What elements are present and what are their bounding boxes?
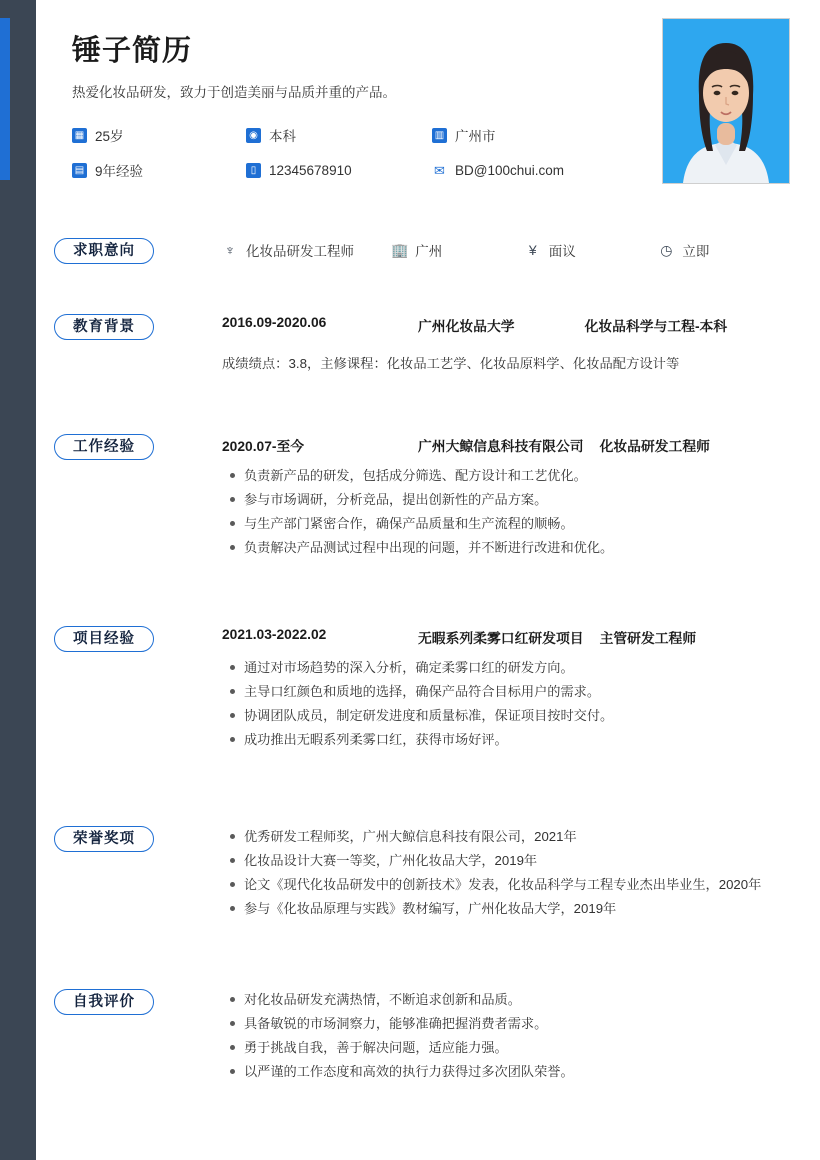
education-date: 2016.09-2020.06	[222, 315, 327, 330]
work-date: 2020.07-至今	[222, 439, 305, 454]
resume-header	[36, 0, 820, 192]
work-org: 广州大鲸信息科技有限公司	[418, 439, 584, 454]
info-experience-text: 9年经验	[95, 164, 144, 179]
info-item-degree	[246, 125, 432, 145]
info-item-phone	[246, 160, 432, 180]
list-item: 协调团队成员，制定研发进度和质量标准，保证项目按时交付。	[244, 705, 790, 726]
intent-salary-text: 面议	[548, 244, 576, 259]
tie-icon: ♆	[224, 242, 236, 258]
education-org: 广州化妆品大学	[418, 319, 515, 334]
intent-item-position	[222, 240, 391, 260]
list-item: 成功推出无暇系列柔雾口红，获得市场好评。	[244, 729, 790, 750]
contact-info-grid	[72, 125, 632, 180]
section-education	[36, 314, 820, 372]
education-detail: 成绩绩点：3.8，主修课程：化妆品工艺学、化妆品原料学、化妆品配方设计等	[222, 356, 680, 371]
education-major: 化妆品科学与工程-本科	[584, 319, 728, 334]
section-project	[36, 626, 820, 750]
info-phone-text: 12345678910	[269, 162, 352, 178]
section-body-intent	[222, 238, 820, 260]
list-item: 优秀研发工程师奖，广州大鲸信息科技有限公司，2021年	[244, 826, 790, 847]
section-label-intent: 求职意向	[54, 238, 154, 264]
section-body-honors	[222, 826, 820, 919]
list-item: 参与市场调研，分析竞品，提出创新性的产品方案。	[244, 489, 790, 510]
info-item-email	[432, 160, 632, 180]
mail-icon: ✉	[434, 162, 445, 178]
intent-position-text: 化妆品研发工程师	[246, 244, 354, 259]
work-role: 化妆品研发工程师	[599, 439, 710, 454]
intent-item-salary	[525, 240, 659, 260]
clock-icon: ◷	[660, 241, 673, 258]
info-email-text: BD@100chui.com	[455, 162, 565, 178]
list-item: 负责解决产品测试过程中出现的问题，并不断进行改进和优化。	[244, 537, 790, 558]
experience-icon: ▤	[72, 163, 87, 178]
section-label-honors: 荣誉奖项	[54, 826, 154, 852]
section-label-project: 项目经验	[54, 626, 154, 652]
intent-availability-text: 立即	[682, 244, 710, 259]
phone-icon: ▯	[246, 163, 261, 178]
section-label-education: 教育背景	[54, 314, 154, 340]
avatar	[662, 18, 790, 184]
intent-row	[222, 238, 790, 260]
list-item: 负责新产品的研发，包括成分筛选、配方设计和工艺优化。	[244, 465, 790, 486]
list-item: 勇于挑战自我，善于解决问题，适应能力强。	[244, 1037, 790, 1058]
list-item: 通过对市场趋势的深入分析，确定柔雾口红的研发方向。	[244, 657, 790, 678]
self-bullets	[222, 989, 790, 1082]
intent-city-text: 广州	[415, 244, 443, 259]
left-rail	[0, 0, 36, 1160]
list-item: 参与《化妆品原理与实践》教材编写，广州化妆品大学，2019年	[244, 898, 790, 919]
page-title: 锤子简历	[72, 35, 193, 67]
list-item: 以严谨的工作态度和高效的执行力获得过多次团队荣誉。	[244, 1061, 790, 1082]
section-body-project	[222, 626, 820, 750]
section-work	[36, 434, 820, 558]
work-bullets	[222, 465, 790, 558]
list-item: 主导口红颜色和质地的选择，确保产品符合目标用户的需求。	[244, 681, 790, 702]
list-item: 与生产部门紧密合作，确保产品质量和生产流程的顺畅。	[244, 513, 790, 534]
education-entry-head	[222, 314, 790, 335]
list-item: 对化妆品研发充满热情，不断追求创新和品质。	[244, 989, 790, 1010]
list-item: 论文《现代化妆品研发中的创新技术》发表，化妆品科学与工程专业杰出毕业生，2020年	[244, 874, 790, 895]
intent-item-city	[391, 240, 525, 260]
section-body-self	[222, 989, 820, 1082]
section-honors	[36, 826, 820, 919]
info-degree-text: 本科	[269, 129, 296, 144]
list-item: 化妆品设计大赛一等奖，广州化妆品大学，2019年	[244, 850, 790, 871]
list-item: 具备敏锐的市场洞察力，能够准确把握消费者需求。	[244, 1013, 790, 1034]
salary-icon: ¥	[528, 242, 537, 258]
calendar-icon: ▦	[72, 128, 87, 143]
section-intent	[36, 238, 820, 260]
info-item-city	[432, 125, 632, 145]
project-bullets	[222, 657, 790, 750]
building-icon: 🏢	[391, 241, 409, 258]
info-item-experience	[72, 160, 246, 180]
left-rail-accent	[0, 18, 10, 180]
section-label-self: 自我评价	[54, 989, 154, 1015]
project-role: 主管研发工程师	[599, 631, 697, 646]
section-label-work: 工作经验	[54, 434, 154, 460]
resume-content	[36, 0, 820, 1160]
project-name: 无暇系列柔雾口红研发项目	[418, 631, 584, 646]
info-age-text: 25岁	[95, 129, 124, 144]
info-city-text: 广州市	[455, 129, 496, 144]
section-body-education	[222, 314, 820, 372]
honors-bullets	[222, 826, 790, 919]
project-entry-head	[222, 626, 790, 647]
work-entry-head	[222, 434, 790, 455]
graduation-icon: ◉	[246, 128, 261, 143]
intent-item-availability	[658, 240, 790, 260]
tagline: 热爱化妆品研发，致力于创造美丽与品质并重的产品。	[72, 85, 396, 100]
city-icon: ▥	[432, 128, 447, 143]
section-self-evaluation	[36, 989, 820, 1082]
section-body-work	[222, 434, 820, 558]
info-item-age	[72, 125, 246, 145]
project-date: 2021.03-2022.02	[222, 627, 327, 642]
